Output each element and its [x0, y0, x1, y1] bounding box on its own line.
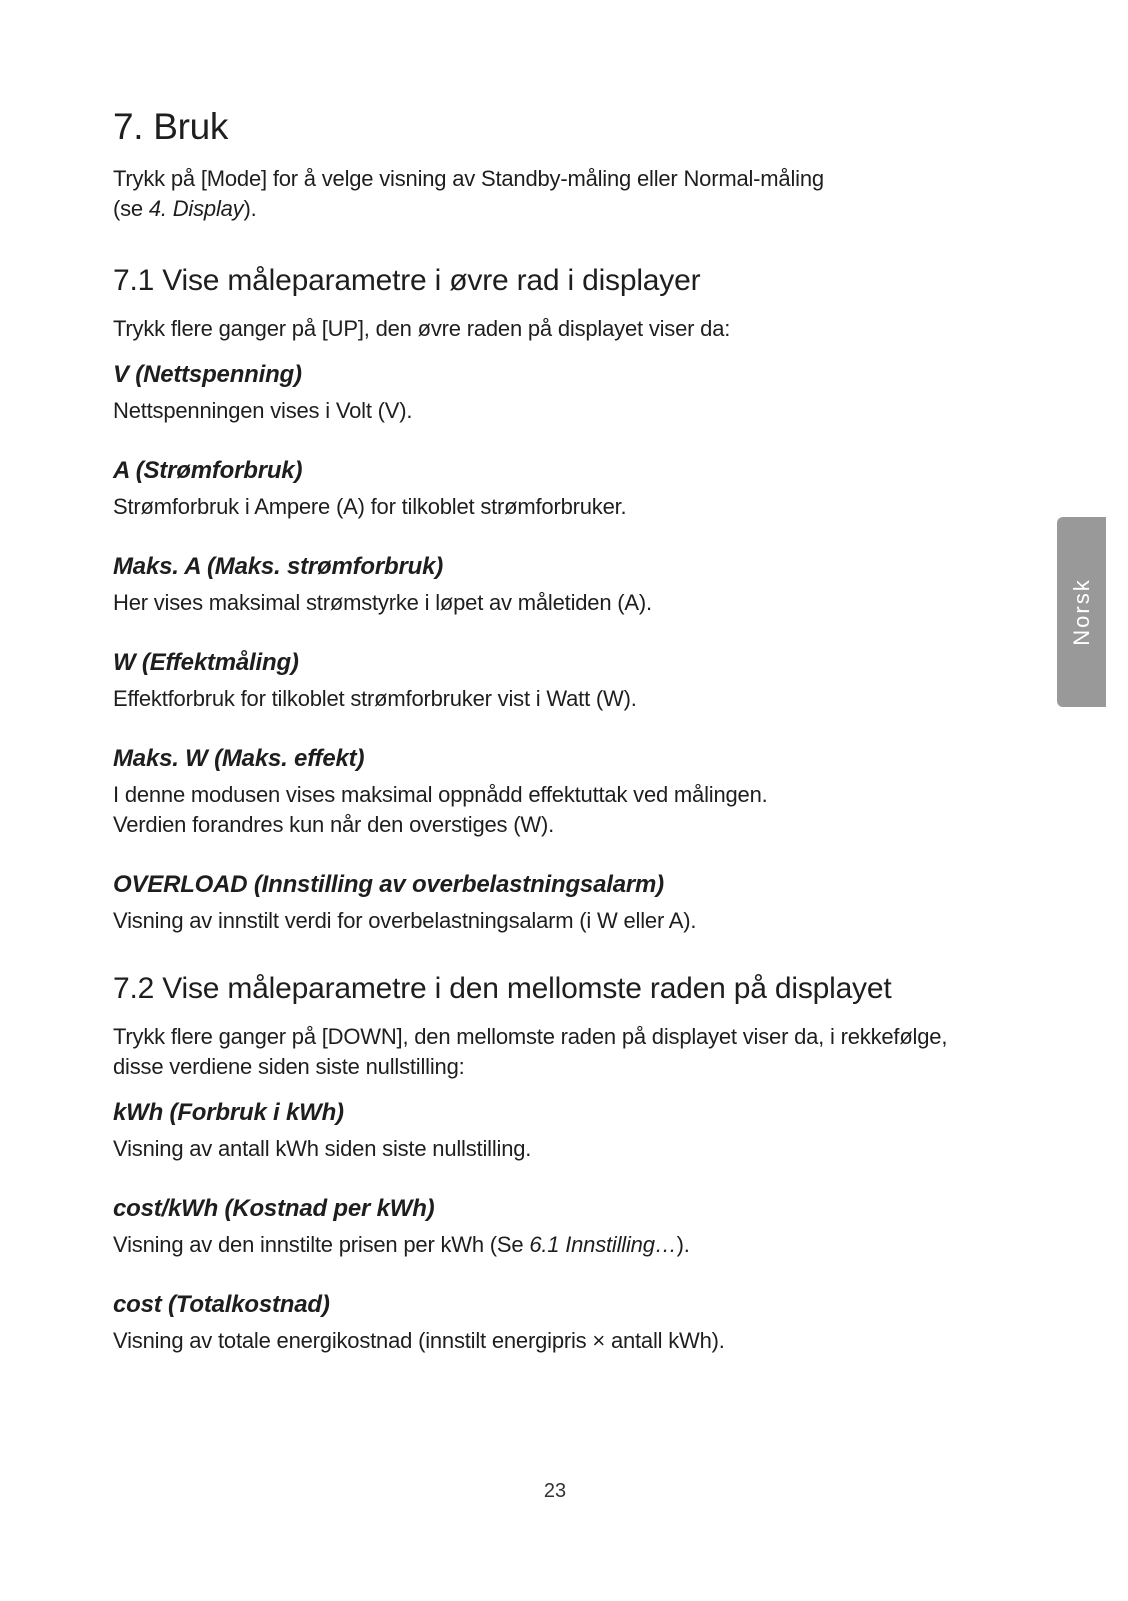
language-tab — [1057, 517, 1106, 707]
item-title: cost (Totalkostnad) — [113, 1291, 330, 1318]
item-text: Visning av innstilt verdi for overbelastningsalarm (i W eller A). — [113, 908, 697, 933]
list-item — [113, 456, 1013, 522]
settings-reference: 6.1 Innstilling… — [529, 1232, 677, 1257]
section-lead: Trykk flere ganger på [DOWN], den mellomste raden på displayet viser da, i rekkefølge, disse verdiene siden siste nullstilling: — [113, 1024, 948, 1079]
item-title: V (Nettspenning) — [113, 361, 302, 388]
item-title: Maks. A (Maks. strømforbruk) — [113, 553, 444, 580]
section-lead: Trykk flere ganger på [UP], den øvre raden på displayet viser da: — [113, 316, 731, 341]
item-text: Effektforbruk for tilkoblet strømforbruker vist i Watt (W). — [113, 686, 637, 711]
standby-term: Standby — [481, 166, 561, 191]
item-text: Visning av den innstilte prisen per kWh (Se 6.1 Innstilling…). — [113, 1232, 690, 1257]
section-heading-7-2: 7.2 Vise måleparametre i den mellomste raden på displayet — [113, 972, 892, 1005]
page-number: 23 — [543, 1480, 567, 1502]
item-text: Visning av antall kWh siden siste nullstilling. — [113, 1136, 532, 1161]
page-title: 7. Bruk — [113, 106, 229, 147]
item-title: W (Effektmåling) — [113, 649, 299, 676]
display-reference: 4. Display — [148, 196, 244, 221]
item-title: kWh (Forbruk i kWh) — [113, 1099, 344, 1126]
item-title: OVERLOAD (Innstilling av overbelastningsalarm) — [113, 871, 664, 898]
language-tab-label: Norsk — [1068, 578, 1094, 646]
item-title: cost/kWh (Kostnad per kWh) — [113, 1195, 435, 1222]
intro-paragraph: Trykk på [Mode] for å velge visning av Standby-måling eller Normal-måling (se 4. Display). — [113, 166, 824, 221]
list-item — [113, 360, 1013, 426]
item-text: Visning av totale energikostnad (innstilt energipris × antall kWh). — [113, 1328, 725, 1353]
item-title: A (Strømforbruk) — [113, 457, 303, 484]
item-text: I denne modusen vises maksimal oppnådd effektuttak ved målingen. Verdien forandres kun når den overstiges (W). — [113, 782, 768, 837]
normal-term: Normal — [683, 166, 754, 191]
item-text: Strømforbruk i Ampere (A) for tilkoblet strømforbruker. — [113, 494, 627, 519]
list-item — [113, 870, 1013, 936]
list-item — [113, 1194, 1013, 1260]
item-title: Maks. W (Maks. effekt) — [113, 745, 365, 772]
list-item — [113, 1290, 1013, 1356]
list-item — [113, 648, 1013, 714]
list-item — [113, 1098, 1013, 1164]
list-item — [113, 744, 1013, 840]
item-text: Her vises maksimal strømstyrke i løpet av måletiden (A). — [113, 590, 652, 615]
item-text: Nettspenningen vises i Volt (V). — [113, 398, 413, 423]
list-item — [113, 552, 1013, 618]
section-heading-7-1: 7.1 Vise måleparametre i øvre rad i displayer — [113, 264, 701, 297]
page-content — [113, 104, 1013, 1356]
